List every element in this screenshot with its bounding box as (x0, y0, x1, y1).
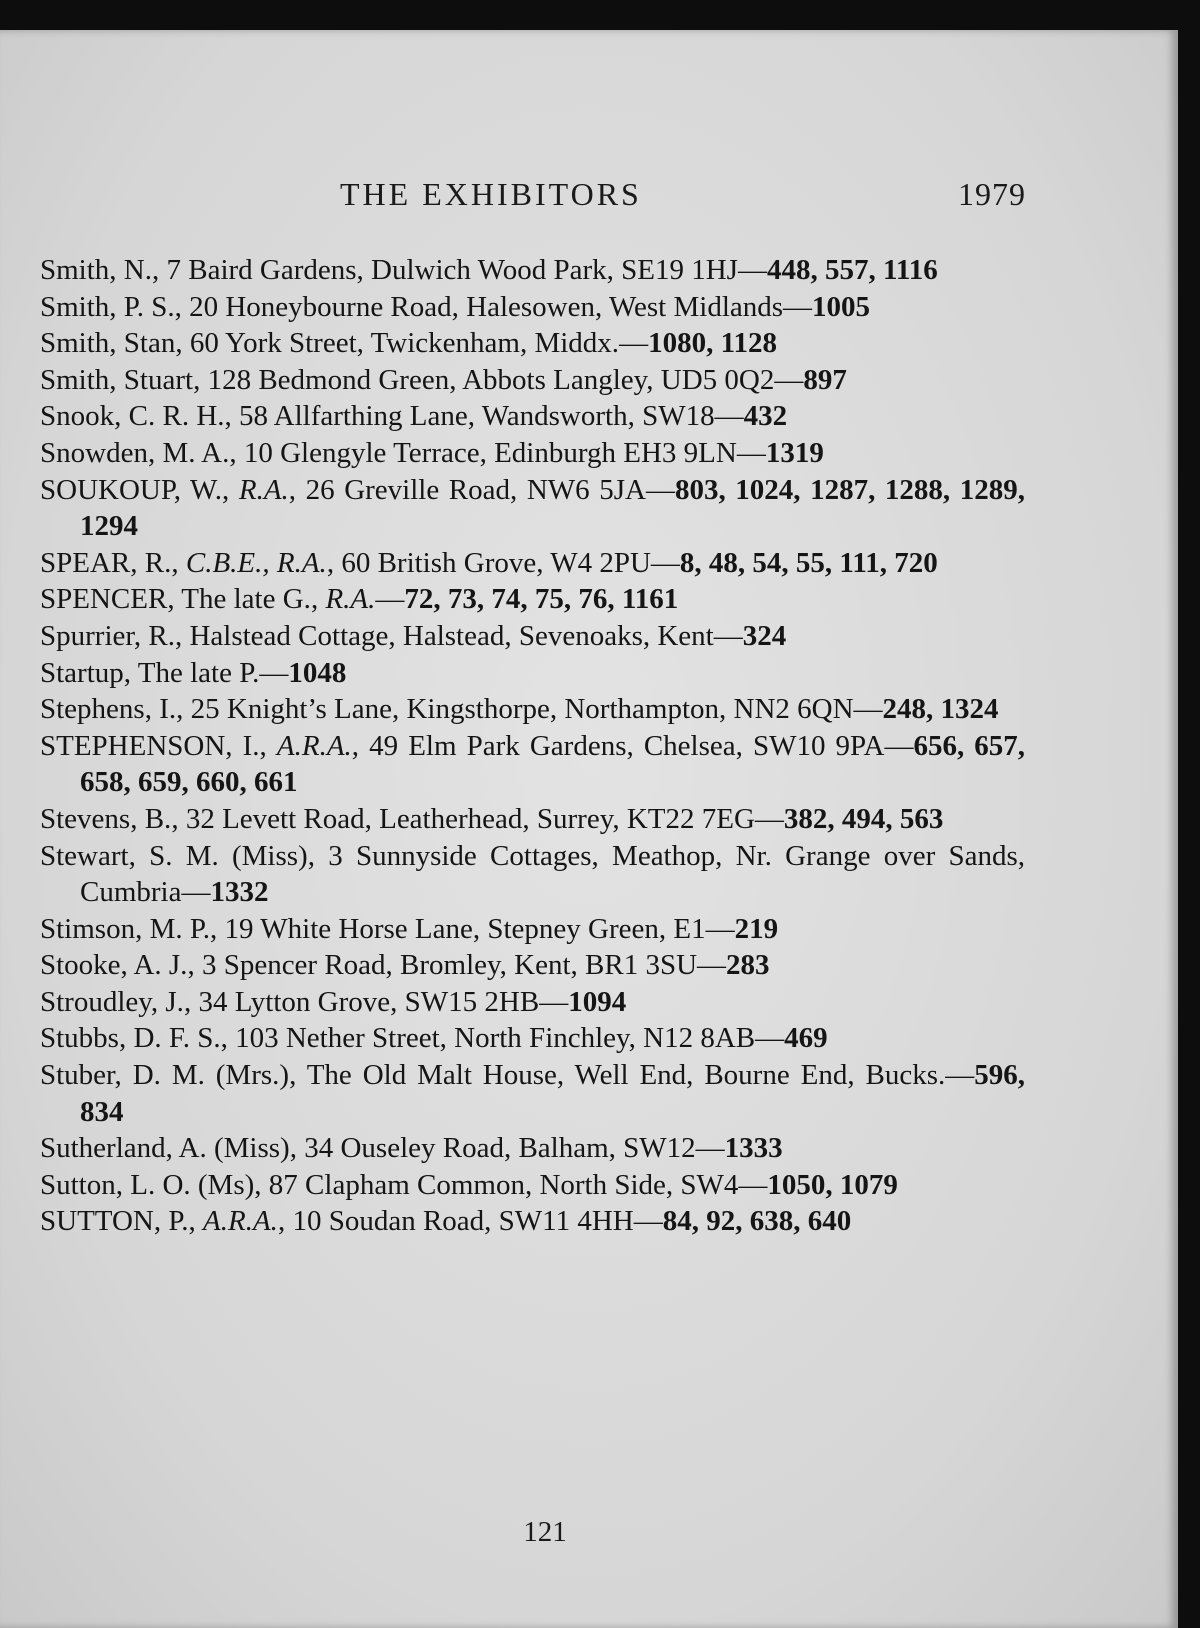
catalogue-numbers: 72, 73, 74, 75, 76, 1161 (404, 583, 679, 616)
exhibitor-entry: SOUKOUP, W., R.A., 26 Greville Road, NW6 5JA—803, 1024, 1287, 1288, 1289, 1294 (40, 473, 1026, 543)
exhibitor-name: Smith, Stan (40, 327, 176, 360)
exhibitor-address: 19 White Horse Lane, Stepney Green, E1 (224, 912, 706, 945)
exhibitor-entry: Stewart, S. M. (Miss), 3 Sunnyside Cottages, Meathop, Nr. Grange over Sands, Cumbria—1332 (40, 839, 1026, 909)
catalogue-numbers: 1333 (724, 1132, 783, 1165)
exhibitor-entry: Stephens, I., 25 Knight’s Lane, Kingsthorpe, Northampton, NN2 6QN—248, 1324 (40, 693, 999, 726)
catalogue-numbers: 283 (726, 949, 770, 982)
running-header (0, 176, 1178, 226)
exhibitor-name: Sutherland, A. (Miss) (40, 1132, 290, 1165)
exhibitor-address: 10 Soudan Road, SW11 4HH (292, 1205, 634, 1238)
catalogue-year: 1979 (958, 176, 1026, 212)
exhibitor-name: Spurrier, R. (40, 619, 175, 652)
exhibitor-name: SPEAR, R. (40, 546, 172, 579)
page-number: 121 (523, 1516, 567, 1548)
exhibitor-address: The Old Malt House, Well End, Bourne End, Bucks. (306, 1059, 946, 1092)
exhibitor-entry: SPEAR, R., C.B.E., R.A., 60 British Grove, W4 2PU—8, 48, 54, 55, 111, 720 (40, 546, 938, 579)
exhibitor-name: Startup, The late P. (40, 656, 260, 689)
exhibitor-honours: R.A. (325, 583, 376, 616)
exhibitor-name: Snook, C. R. H. (40, 400, 225, 433)
exhibitor-entry: Smith, Stuart, 128 Bedmond Green, Abbots Langley, UD5 0Q2—897 (40, 363, 847, 396)
exhibitor-address: 60 York Street, Twickenham, Middx. (189, 327, 620, 360)
exhibitor-address: 60 British Grove, W4 2PU (341, 546, 651, 579)
exhibitor-entry: Stooke, A. J., 3 Spencer Road, Bromley, Kent, BR1 3SU—283 (40, 949, 770, 982)
catalogue-numbers: 448, 557, 1116 (766, 254, 938, 286)
exhibitor-entry: Snook, C. R. H., 58 Allfarthing Lane, Wandsworth, SW18—432 (40, 400, 788, 433)
exhibitor-name: Stevens, B. (40, 802, 172, 835)
exhibitor-name: Stroudley, J. (40, 985, 184, 1018)
catalogue-numbers: 1319 (765, 436, 824, 469)
exhibitor-entry: Stuber, D. M. (Mrs.), The Old Malt House, Well End, Bourne End, Bucks.—596, 834 (40, 1059, 1025, 1128)
exhibitor-address: 32 Levett Road, Leatherhead, Surrey, KT22 7EG (185, 802, 755, 835)
exhibitor-name: Snowden, M. A. (40, 436, 230, 469)
exhibitor-entry: Stimson, M. P., 19 White Horse Lane, Stepney Green, E1—219 (40, 912, 779, 945)
exhibitor-address: 10 Glengyle Terrace, Edinburgh EH3 9LN (243, 436, 737, 469)
exhibitor-name: Smith, P. S. (40, 290, 175, 323)
exhibitor-address: 3 Sunnyside Cottages, Meathop, Nr. Grange over Sands, Cumbria (80, 839, 1026, 909)
exhibitor-honours: A.R.A. (276, 729, 352, 762)
exhibitor-honours: R.A. (238, 473, 289, 506)
exhibitor-entry: Spurrier, R., Halstead Cottage, Halstead, Sevenoaks, Kent—324 (40, 619, 787, 652)
exhibitor-entry: Stroudley, J., 34 Lytton Grove, SW15 2HB—1094 (40, 985, 627, 1018)
exhibitor-name: Smith, N. (40, 254, 152, 286)
exhibitor-address: 103 Nether Street, North Finchley, N12 8AB (235, 1022, 756, 1055)
exhibitor-name: Stimson, M. P. (40, 912, 211, 945)
exhibitor-list (40, 252, 1025, 1240)
catalogue-numbers: 8, 48, 54, 55, 111, 720 (679, 546, 938, 579)
catalogue-numbers: 596, 834 (80, 1059, 1025, 1128)
exhibitor-entry: SUTTON, P., A.R.A., 10 Soudan Road, SW11 4HH—84, 92, 638, 640 (40, 1205, 852, 1238)
catalogue-numbers: 248, 1324 (882, 693, 999, 726)
exhibitor-address: 34 Lytton Grove, SW15 2HB (198, 985, 540, 1018)
catalogue-numbers: 1080, 1128 (648, 327, 777, 360)
exhibitor-address: 34 Ouseley Road, Balham, SW12 (304, 1132, 696, 1165)
catalogue-numbers: 324 (742, 619, 787, 652)
exhibitor-name: SUTTON, P. (40, 1205, 189, 1238)
catalogue-numbers: 1005 (812, 290, 871, 323)
exhibitor-address: 87 Clapham Common, North Side, SW4 (268, 1168, 739, 1201)
exhibitor-entry: Snowden, M. A., 10 Glengyle Terrace, Edinburgh EH3 9LN—1319 (40, 436, 824, 469)
exhibitor-honours: A.R.A. (203, 1205, 278, 1238)
exhibitor-address: 49 Elm Park Gardens, Chelsea, SW10 9PA (369, 729, 885, 762)
exhibitor-name: Smith, Stuart (40, 363, 194, 396)
exhibitor-name: Stubbs, D. F. S. (40, 1022, 221, 1055)
exhibitor-name: Stooke, A. J. (40, 949, 188, 982)
exhibitor-address: 20 Honeybourne Road, Halesowen, West Midlands (189, 290, 784, 323)
exhibitor-address: 25 Knight’s Lane, Kingsthorpe, Northampton, NN2 6QN (190, 693, 854, 726)
catalogue-numbers: 219 (734, 912, 779, 945)
exhibitor-entry: SPENCER, The late G., R.A.—72, 73, 74, 75, 76, 1161 (40, 583, 679, 616)
exhibitor-entry: Stubbs, D. F. S., 103 Nether Street, North Finchley, N12 8AB—469 (40, 1022, 828, 1055)
exhibitor-entry: Stevens, B., 32 Levett Road, Leatherhead, Surrey, KT22 7EG—382, 494, 563 (40, 802, 944, 835)
exhibitor-entry: Smith, Stan, 60 York Street, Twickenham, Middx.—1080, 1128 (40, 327, 777, 360)
catalogue-numbers: 897 (803, 363, 847, 396)
catalogue-numbers: 1094 (568, 985, 627, 1018)
exhibitor-name: Sutton, L. O. (Ms) (40, 1168, 255, 1201)
exhibitor-address: 58 Allfarthing Lane, Wandsworth, SW18 (239, 400, 715, 433)
catalogue-numbers: 1332 (210, 876, 269, 909)
catalogue-numbers: 803, 1024, 1287, 1288, 1289, 1294 (80, 473, 1026, 543)
exhibitor-honours: C.B.E., R.A. (185, 546, 327, 579)
exhibitor-name: STEPHENSON, I. (40, 729, 260, 762)
catalogue-numbers: 469 (784, 1022, 828, 1055)
exhibitor-address: 26 Greville Road, NW6 5JA (305, 473, 646, 506)
exhibitor-address: 128 Bedmond Green, Abbots Langley, UD5 0Q2 (207, 363, 775, 396)
exhibitor-entry: Smith, N., 7 Baird Gardens, Dulwich Wood Park, SE19 1HJ—448, 557, 1116 (40, 254, 938, 286)
exhibitor-name: Stuber, D. M. (Mrs.) (40, 1059, 290, 1092)
catalogue-numbers: 656, 657, 658, 659, 660, 661 (80, 729, 1026, 799)
catalogue-page (0, 30, 1178, 1628)
exhibitor-name: Stewart, S. M. (Miss) (40, 839, 308, 872)
exhibitor-name: SPENCER, The late G. (40, 583, 311, 616)
exhibitor-address: 3 Spencer Road, Bromley, Kent, BR1 3SU (201, 949, 698, 982)
catalogue-numbers: 432 (743, 400, 788, 433)
exhibitor-name: Stephens, I. (40, 693, 177, 726)
exhibitor-entry: STEPHENSON, I., A.R.A., 49 Elm Park Gardens, Chelsea, SW10 9PA—656, 657, 658, 659, 660, 661 (40, 729, 1026, 799)
exhibitor-entry: Sutherland, A. (Miss), 34 Ouseley Road, Balham, SW12—1333 (40, 1132, 783, 1165)
section-title: THE EXHIBITORS (340, 176, 642, 212)
catalogue-numbers: 1050, 1079 (767, 1168, 898, 1201)
exhibitor-entry: Startup, The late P.—1048 (40, 656, 347, 689)
exhibitor-name: SOUKOUP, W. (40, 473, 223, 506)
catalogue-numbers: 84, 92, 638, 640 (662, 1205, 852, 1238)
exhibitor-address: Halstead Cottage, Halstead, Sevenoaks, Kent (189, 619, 714, 652)
catalogue-numbers: 1048 (288, 656, 347, 689)
exhibitor-entry: Smith, P. S., 20 Honeybourne Road, Halesowen, West Midlands—1005 (40, 290, 871, 323)
catalogue-numbers: 382, 494, 563 (783, 802, 944, 835)
exhibitor-entry: Sutton, L. O. (Ms), 87 Clapham Common, North Side, SW4—1050, 1079 (40, 1168, 898, 1201)
exhibitor-address: 7 Baird Gardens, Dulwich Wood Park, SE19 1HJ (166, 254, 738, 286)
